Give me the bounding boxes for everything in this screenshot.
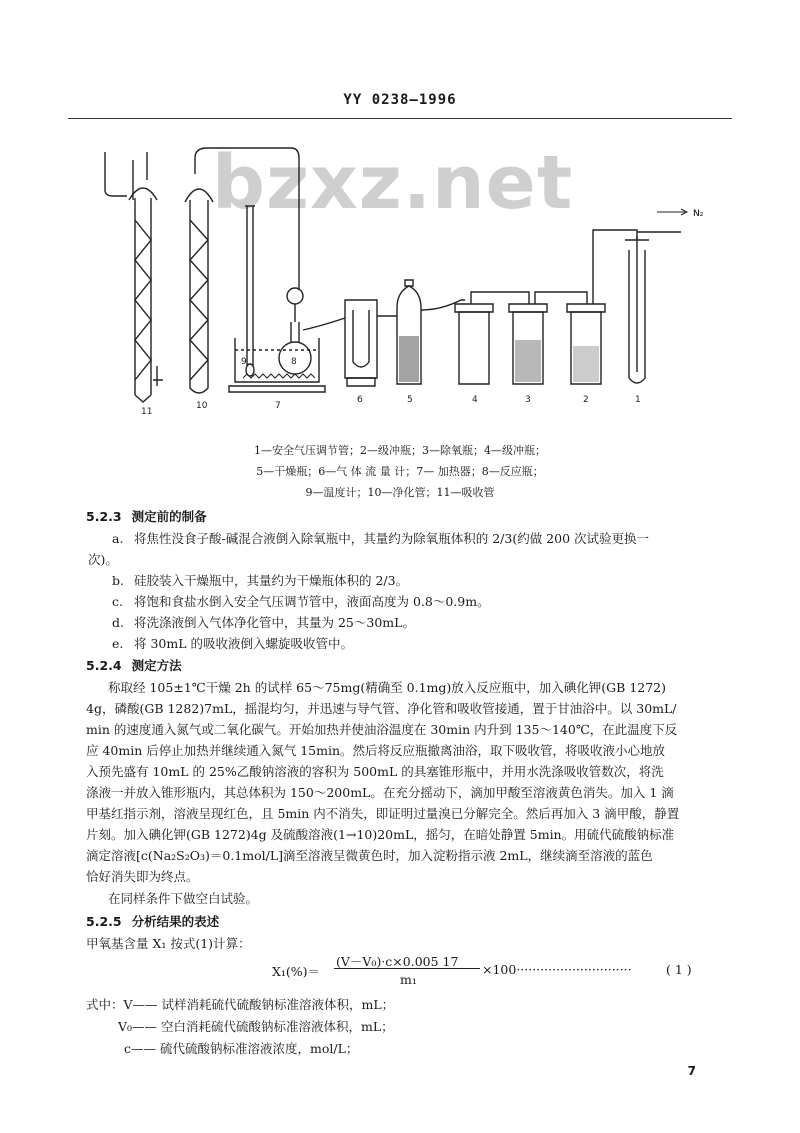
item-key: d. xyxy=(112,615,124,630)
section-heading-5-2-3 xyxy=(86,507,207,525)
page-number: 7 xyxy=(687,1064,696,1078)
prep-item xyxy=(112,613,415,631)
item-key: a. xyxy=(112,531,124,546)
watermark: bzxz.net xyxy=(212,140,574,226)
gas-flowmeter-6 xyxy=(345,300,377,386)
component-number: 11 xyxy=(141,407,153,417)
variable-definition: c—— 硫代硫酸钠标准溶液浓度，mol/L； xyxy=(124,1041,359,1056)
component-number: 7 xyxy=(275,401,281,411)
formula-tail: ×100····························· xyxy=(482,962,632,977)
prep-item-continued xyxy=(88,550,118,568)
section-title: 分析结果的表述 xyxy=(131,914,220,929)
thermometer-label: 9 xyxy=(241,357,247,367)
buffer-bottle-4 xyxy=(421,300,493,384)
equation-number: ( 1 ) xyxy=(666,962,692,977)
item-key: b. xyxy=(112,573,124,588)
method-line: 应 40min 后停止加热并继续通入氮气 15min。然后将反应瓶撤离油浴，取下吸收管，将吸收液小心地放 xyxy=(86,743,666,758)
reaction-flask-8 xyxy=(279,288,345,374)
method-line: 片刻。加入碘化钾(GB 1272)4g 及硫酸溶液(1→10)20mL，摇匀，在暗处静置 5min。用硫代硫酸钠标准 xyxy=(86,827,675,842)
item-text: 将饱和食盐水倒入安全气压调节管中，液面高度为 0.8～0.9m。 xyxy=(134,594,490,609)
method-line: 称取经 105±1℃干燥 2h 的试样 65～75mg(精确至 0.1mg)放入反应瓶中，加入碘化钾(GB 1272) xyxy=(108,680,667,695)
standard-number: YY 0238—1996 xyxy=(343,92,457,108)
component-number: 1 xyxy=(635,395,641,405)
safety-pressure-tube-1 xyxy=(593,230,681,383)
prep-item xyxy=(112,571,408,589)
section-heading-5-2-5 xyxy=(86,912,219,930)
formula-denominator: m₁ xyxy=(400,972,417,987)
item-text: 将 30mL 的吸收液倒入螺旋吸收管中。 xyxy=(134,636,354,651)
item-key: e. xyxy=(112,636,124,651)
method-line: min 的速度通入氮气或二氧化碳气。开始加热并使油浴温度在 30min 内升到 135～140℃，在此温度下反 xyxy=(86,722,678,737)
figure-legend-line: 5—干燥瓶；6—气 体 流 量 计；7— 加热器；8—反应瓶； xyxy=(256,465,544,478)
flask-label: 8 xyxy=(291,357,297,367)
method-line: 滴定溶液[c(Na₂S₂O₃)＝0.1mol/L]滴至溶液呈微黄色时，加入淀粉指示液 2mL，继续滴至溶液的蓝色 xyxy=(86,848,653,863)
item-text: 次)。 xyxy=(88,552,118,567)
method-line: 入预先盛有 10mL 的 25%乙酸钠溶液的容积为 500mL 的具塞锥形瓶中，并用水洗涤吸收管数次，将洗 xyxy=(86,764,664,779)
item-text: 硅胶装入干燥瓶中，其量约为干燥瓶体积的 2/3。 xyxy=(134,573,409,588)
gas-n2-label: N₂ xyxy=(693,209,704,219)
variable-definition: V₀—— 空白消耗硫代硫酸钠标准溶液体积，mL； xyxy=(118,1019,394,1034)
section-heading-5-2-4 xyxy=(86,656,182,674)
header-rule xyxy=(68,118,732,119)
section-title: 测定方法 xyxy=(131,658,182,673)
formula-numerator: (V－V₀)·c×0.005 17 xyxy=(336,954,459,969)
blank-test-line: 在同样条件下做空白试验。 xyxy=(108,891,259,906)
formula-lhs: X₁(%)＝ xyxy=(272,964,321,979)
formula-intro: 甲氧基含量 X₁ 按式(1)计算： xyxy=(86,936,251,951)
absorption-tube-11 xyxy=(105,152,163,402)
component-number: 4 xyxy=(472,395,478,405)
section-title: 测定前的制备 xyxy=(131,509,207,524)
section-number: 5.2.4 xyxy=(86,658,122,673)
section-number: 5.2.3 xyxy=(86,509,122,524)
item-text: 将洗涤液倒入气体净化管中，其量为 25～30mL。 xyxy=(134,615,415,630)
method-line: 4g，磷酸(GB 1282)7mL，摇混均匀，并迅速与导气管、净化管和吸收管接通，置于甘油浴中。以 30mL/ xyxy=(86,701,677,716)
component-number: 2 xyxy=(583,395,589,405)
method-line: 恰好消失即为终点。 xyxy=(86,869,199,884)
fraction-bar xyxy=(334,968,480,969)
figure-legend-line: 9—温度计；10—净化管；11—吸收管 xyxy=(305,486,495,499)
prep-item xyxy=(112,634,353,652)
component-number: 5 xyxy=(407,395,413,405)
prep-item xyxy=(112,529,649,547)
component-number: 10 xyxy=(196,401,208,411)
component-number: 3 xyxy=(525,395,531,405)
liquid-fill xyxy=(399,336,599,382)
item-key: c. xyxy=(112,594,123,609)
variable-definition: 式中：V—— 试样消耗硫代硫酸钠标准溶液体积，mL； xyxy=(86,997,395,1012)
figure-legend-line: 1—安全气压调节管；2—级冲瓶；3—除氧瓶；4—级冲瓶； xyxy=(254,444,546,457)
component-number: 6 xyxy=(357,395,363,405)
item-text: 将焦性没食子酸-碱混合液倒入除氧瓶中，其量约为除氧瓶体积的 2/3(约做 200 次试验更换一 xyxy=(134,531,649,546)
apparatus-figure xyxy=(95,140,705,418)
method-line: 甲基红指示剂，溶液呈现红色，且 5min 内不消失，即证明过量溴已分解完全。然后再加入 3 滴甲酸，静置 xyxy=(86,806,680,821)
section-number: 5.2.5 xyxy=(86,914,122,929)
method-line: 涤液一并放入锥形瓶内，其总体积为 150～200mL。在充分摇动下，滴加甲酸至溶液黄色消失。加入 1 滴 xyxy=(86,785,674,800)
prep-item xyxy=(112,592,490,610)
